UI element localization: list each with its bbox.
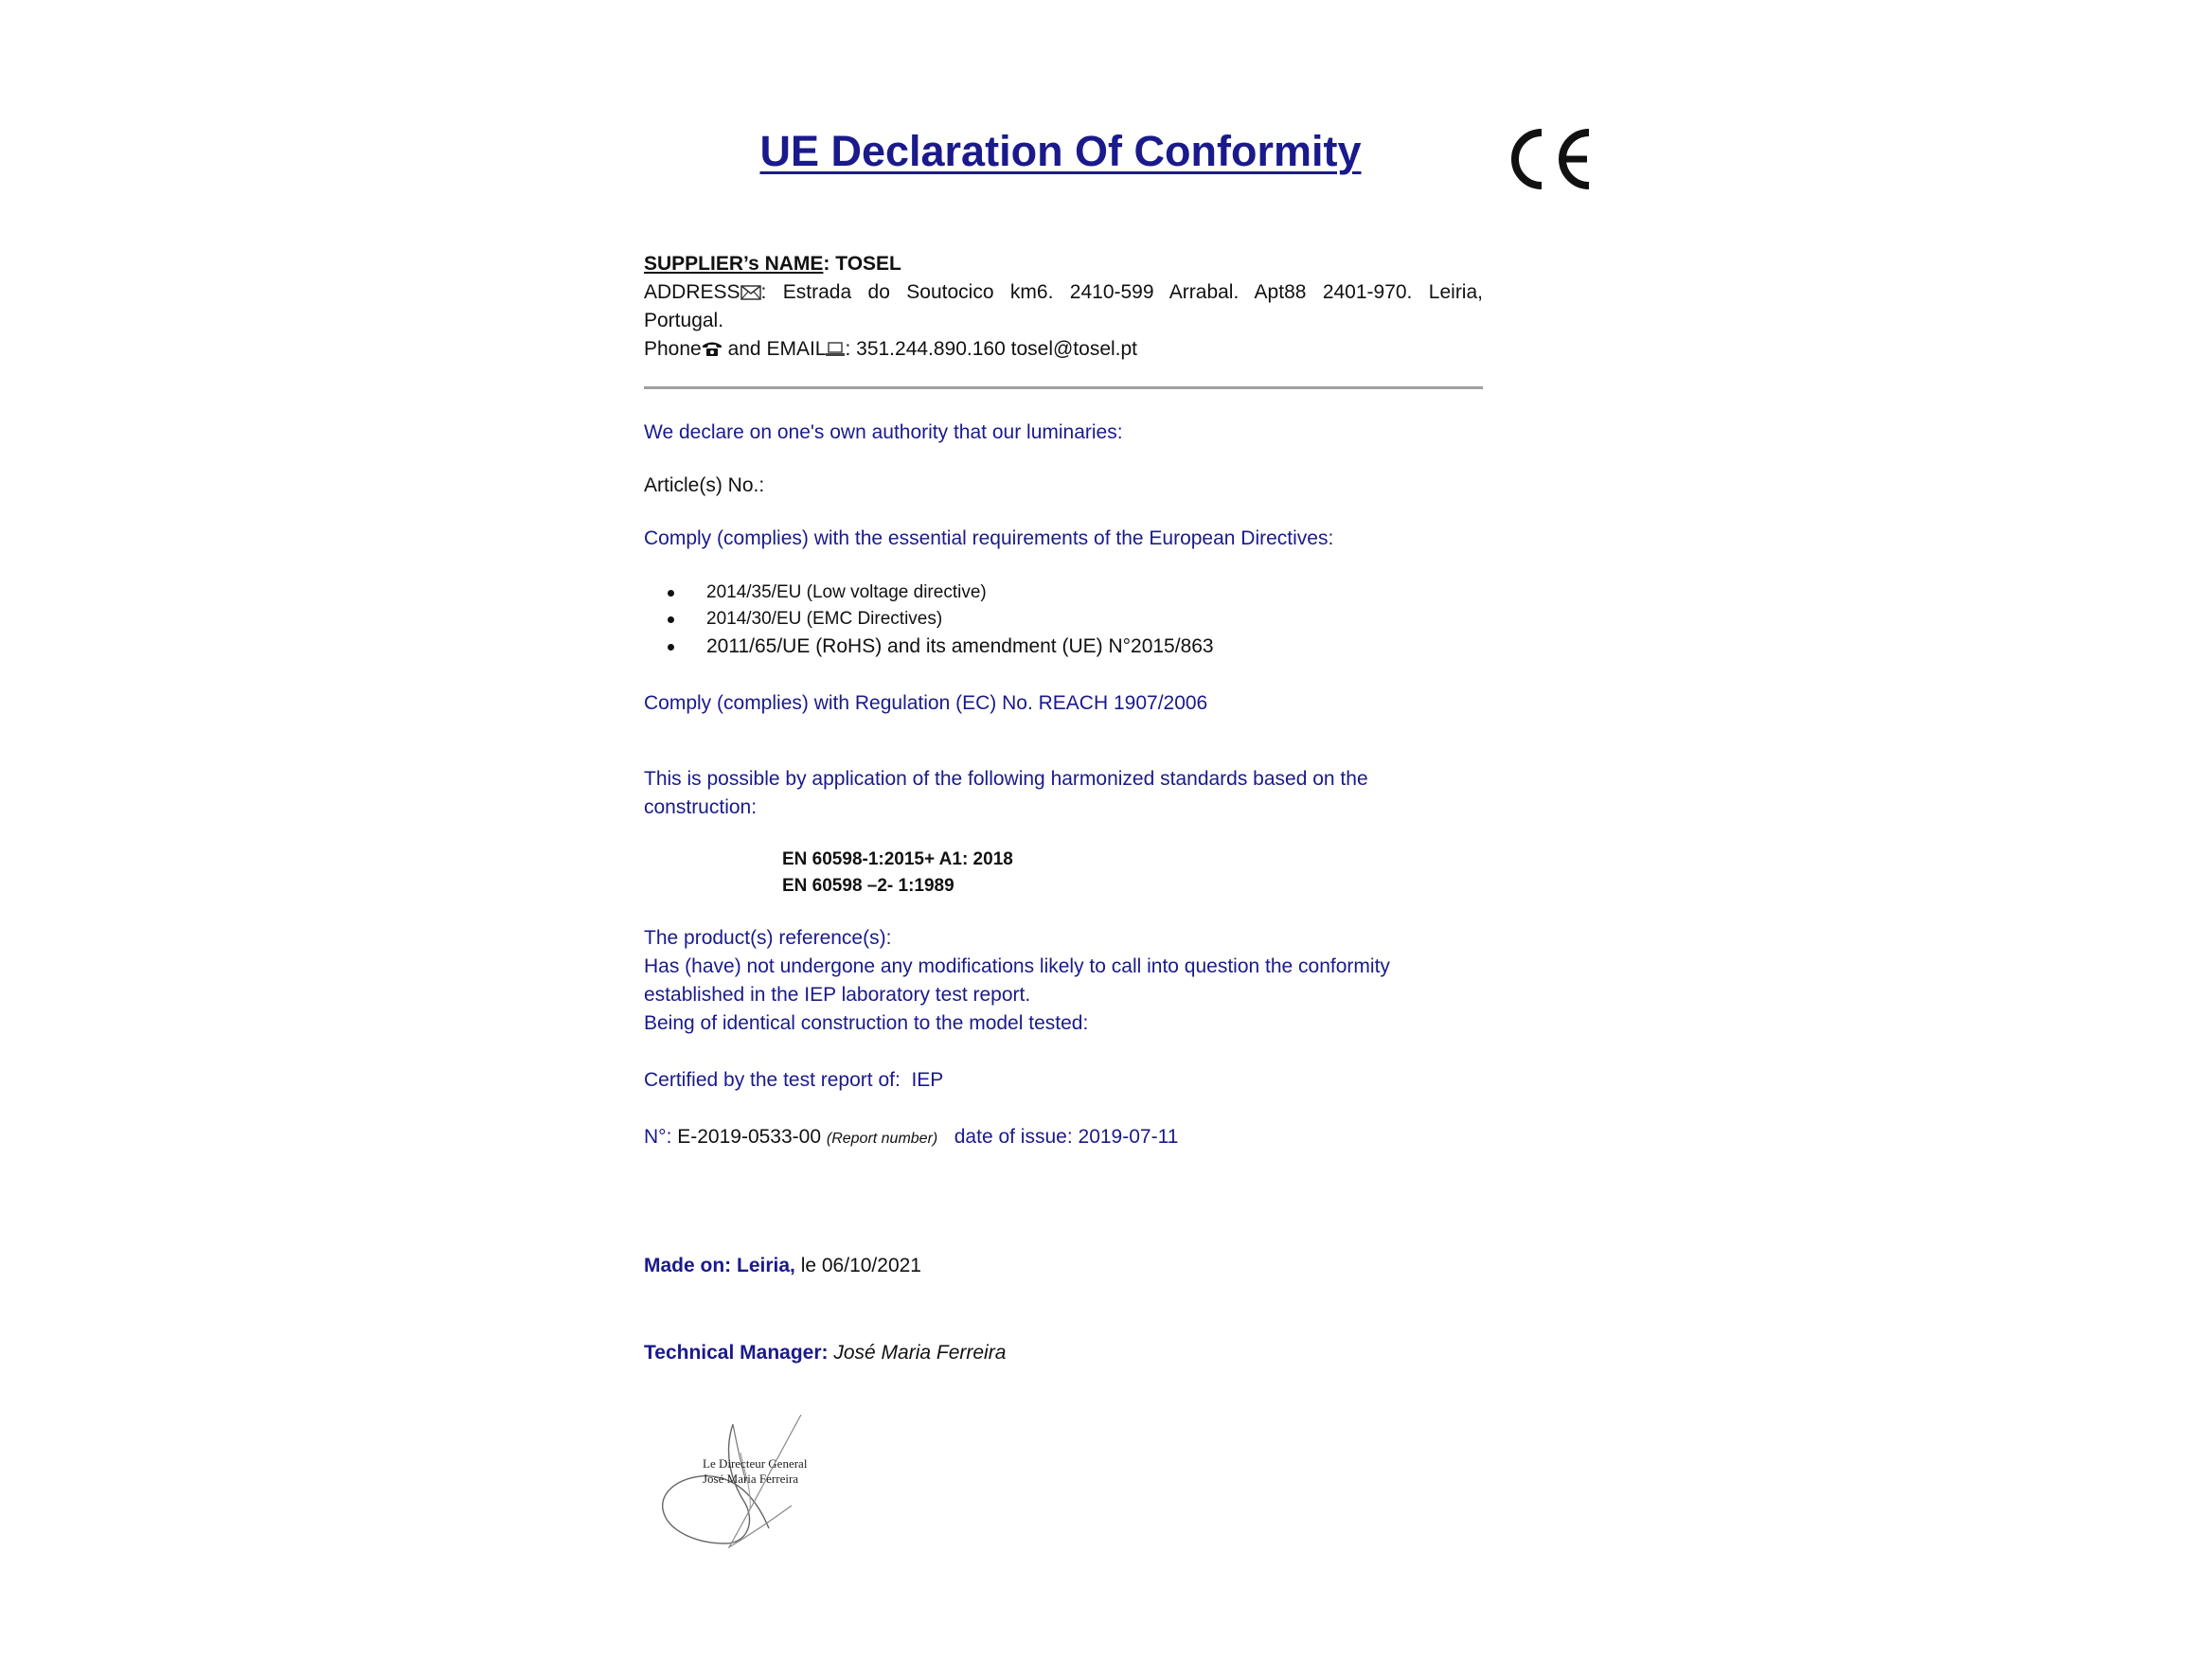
list-item [668, 633, 1214, 661]
directive-text: 2011/65/UE (RoHS) and its amendment (UE) N°2015/863 [706, 635, 1214, 657]
report-line [644, 1123, 1483, 1153]
standard-item: EN 60598-1:2015+ A1: 2018 [782, 849, 1013, 869]
product-refs-line-1: Has (have) not undergone any modifications likely to call into question the conformity [644, 955, 1390, 977]
bullet-icon [668, 644, 674, 651]
document-title: UE Declaration Of Conformity [759, 127, 1362, 175]
made-on-date: le 06/10/2021 [800, 1255, 921, 1276]
signature [657, 1415, 847, 1553]
technical-manager-label: Technical Manager: [644, 1342, 829, 1364]
contact-value: : 351.244.890.160 tosel@tosel.pt [845, 338, 1138, 360]
certified-line [644, 1066, 1483, 1095]
directive-text: 2014/30/EU (EMC Directives) [706, 609, 943, 629]
certified-value: IEP [911, 1069, 944, 1091]
technical-manager-name: José Maria Ferreira [833, 1342, 1007, 1364]
issue-date-value: 2019-07-11 [1078, 1126, 1179, 1148]
address-value: : Estrada do Soutocico km6. 2410-599 Arrabal. Apt88 2401-970. Leiria, [760, 281, 1483, 303]
supplier-separator: : [823, 253, 836, 275]
signature-line-1: Le Directeur General [703, 1456, 808, 1471]
report-number-note: (Report number) [826, 1131, 938, 1147]
supplier-label: SUPPLIER’s NAME [644, 253, 824, 275]
supplier-line [644, 250, 1483, 278]
phone-label: Phone [644, 338, 702, 360]
issue-date-label: date of issue: [954, 1126, 1073, 1148]
report-number: E-2019-0533-00 [677, 1126, 822, 1148]
bullet-icon [668, 590, 674, 597]
articles-label: Article(s) No.: [644, 474, 765, 496]
standards-intro-line-2: construction: [644, 796, 758, 818]
signature-line-2: José Maria Ferreira [703, 1472, 799, 1486]
list-item [668, 606, 942, 633]
product-refs-line-3: Being of identical construction to the model tested: [644, 1012, 1089, 1034]
report-prefix: N°: [644, 1126, 678, 1148]
computer-icon [826, 337, 845, 366]
list-item [668, 580, 987, 606]
comply-reach-text: Comply (complies) with Regulation (EC) No. REACH 1907/2006 [644, 692, 1208, 714]
supplier-name: TOSEL [835, 253, 901, 275]
product-refs-line-2: established in the IEP laboratory test report. [644, 984, 1031, 1006]
address-label: ADDRESS [644, 281, 740, 303]
contact-line [644, 335, 1483, 366]
comply-directives-text: Comply (complies) with the essential requirements of the European Directives: [644, 527, 1334, 549]
envelope-icon [740, 280, 761, 309]
directive-text: 2014/35/EU (Low voltage directive) [706, 582, 987, 602]
address-line [644, 278, 1483, 309]
made-on-label: Made on: Leiria, [644, 1255, 795, 1276]
declaration-text: We declare on one's own authority that our luminaries: [644, 421, 1123, 443]
certified-label: Certified by the test report of: [644, 1069, 901, 1091]
standards-intro-line-1: This is possible by application of the following harmonized standards based on the [644, 768, 1368, 790]
divider [644, 386, 1483, 389]
telephone-icon [702, 337, 722, 366]
product-refs-label: The product(s) reference(s): [644, 927, 892, 949]
and-email-text: and EMAIL [722, 338, 827, 360]
standard-item: EN 60598 –2- 1:1989 [782, 876, 954, 896]
ce-mark-logo [1504, 125, 1595, 193]
made-on-line [644, 1252, 1483, 1280]
technical-manager-line [644, 1339, 1483, 1367]
bullet-icon [668, 616, 674, 623]
address-line-2: Portugal. [644, 310, 724, 331]
